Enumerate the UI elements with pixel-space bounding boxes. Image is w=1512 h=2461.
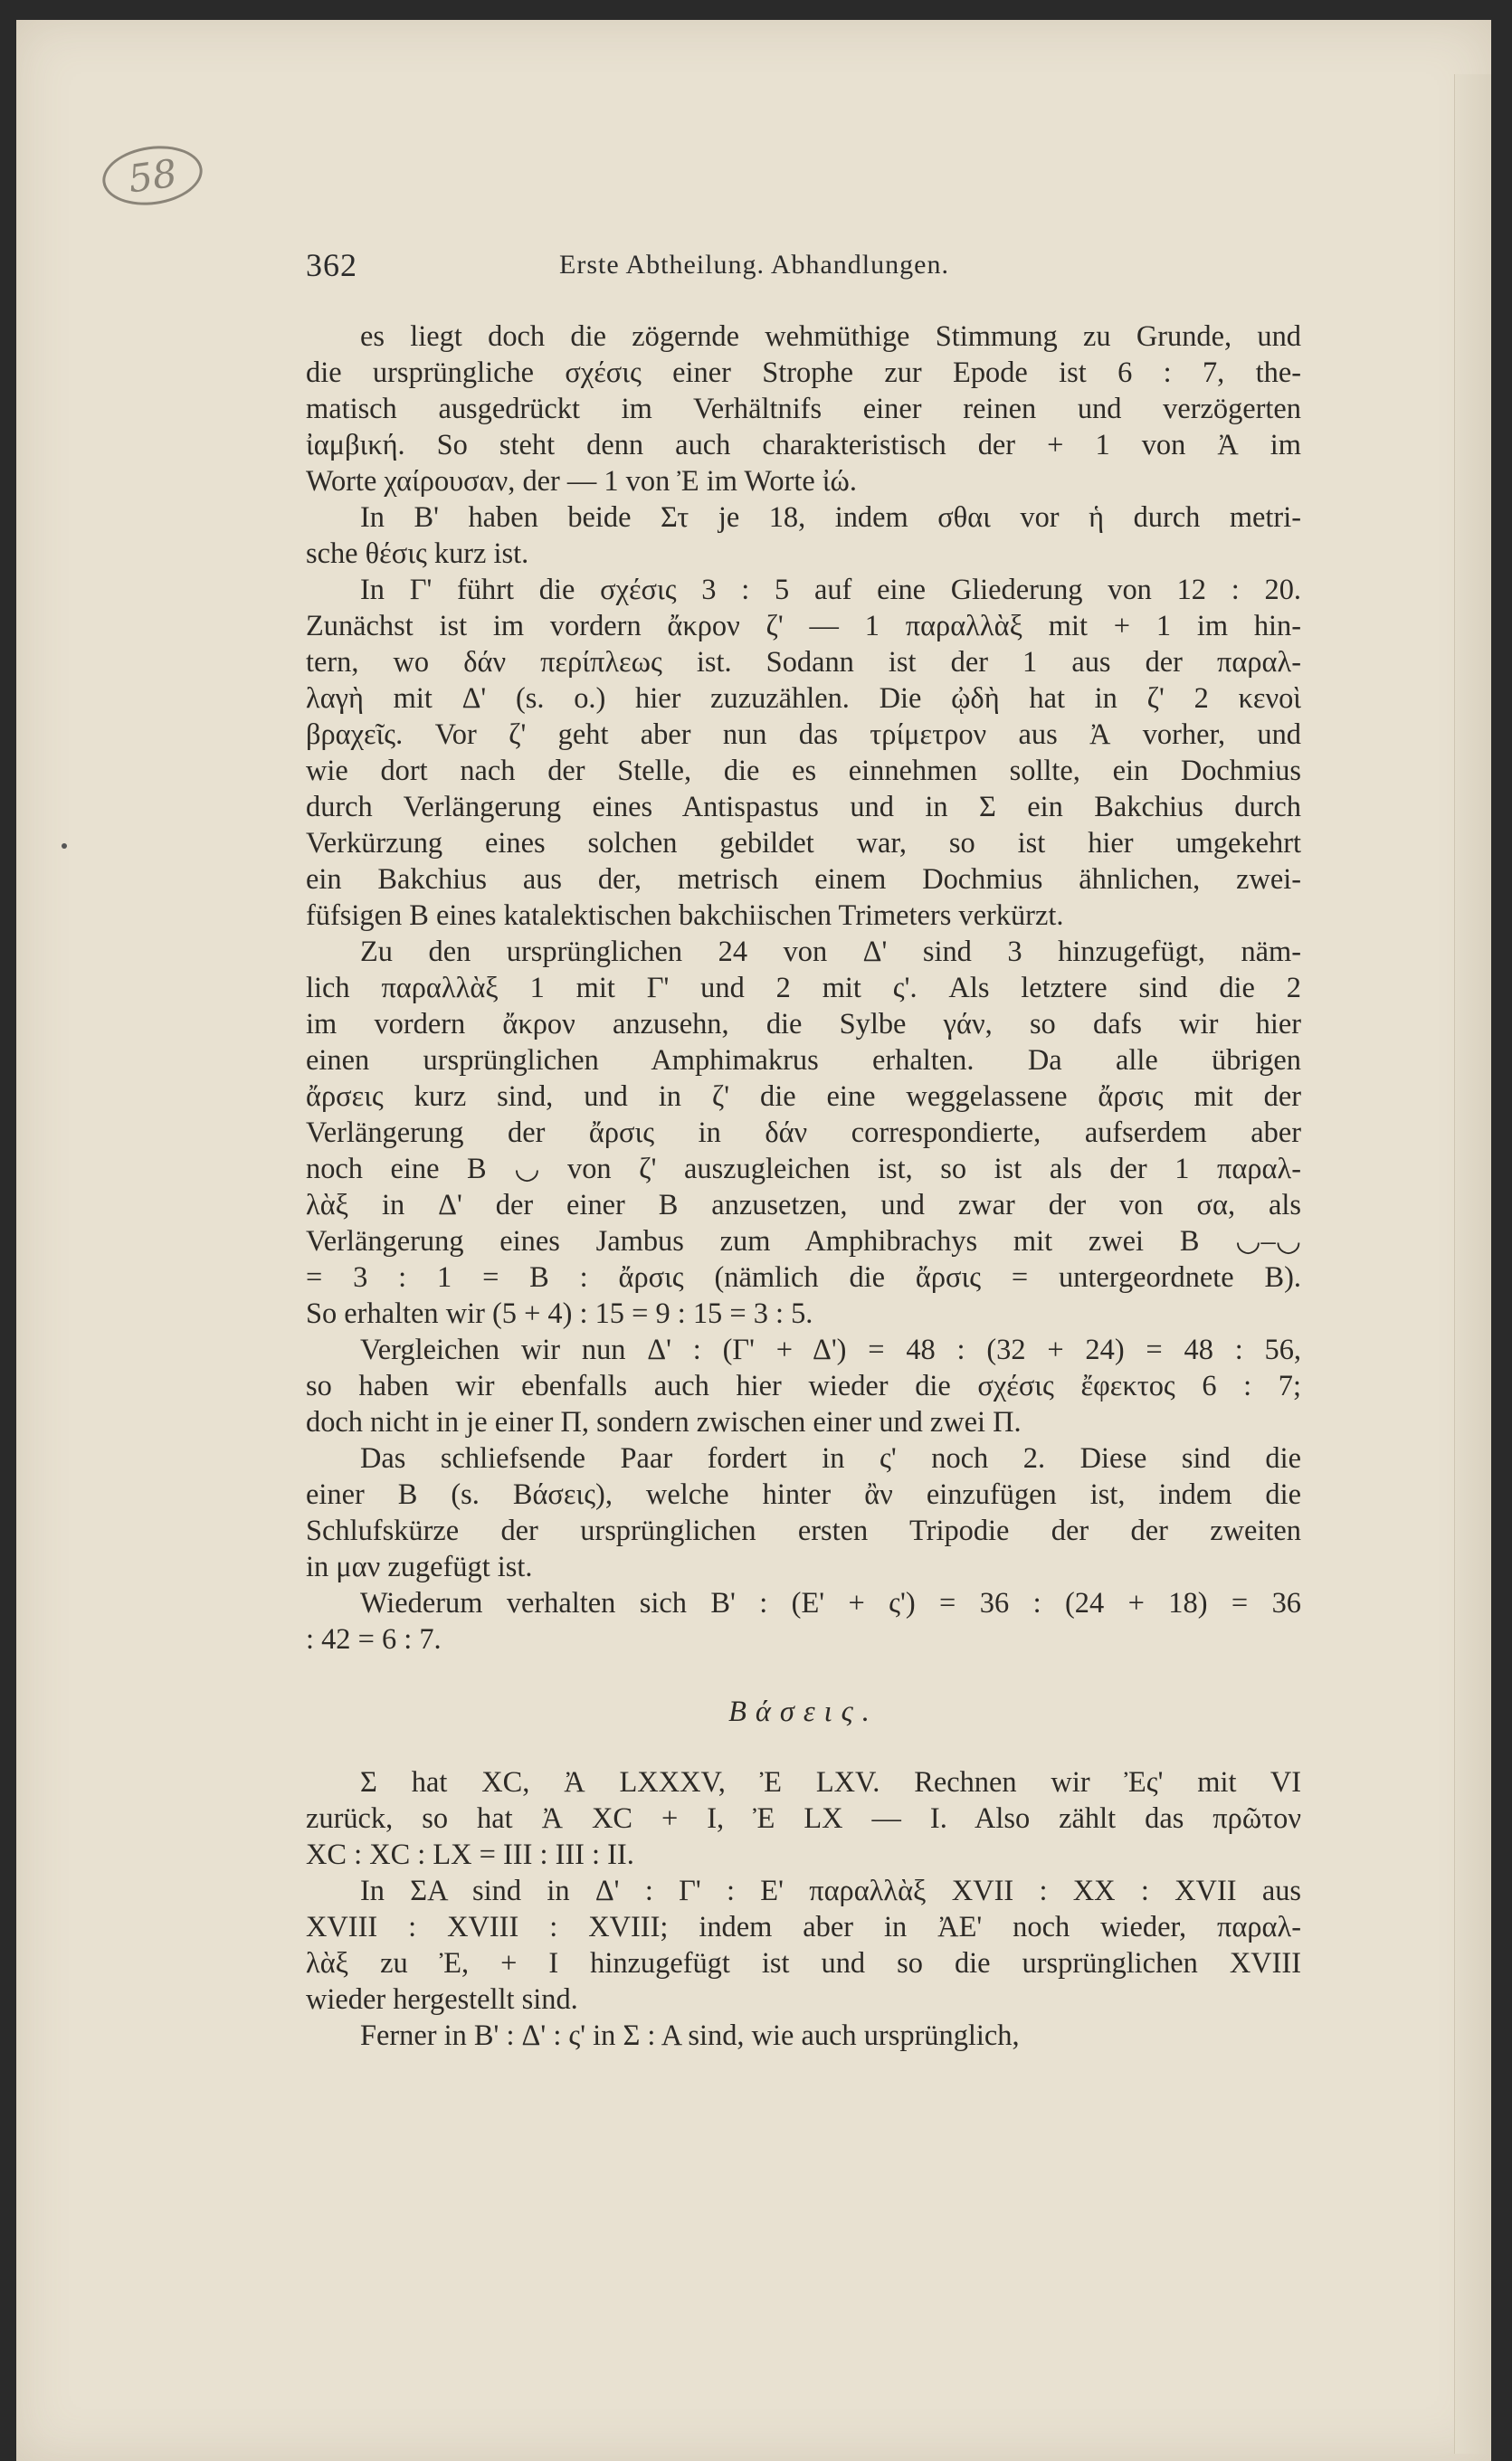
text-line: im vordern ἄκρον anzusehn, die Sylbe γάν, so dafs wir hier [306,1008,1301,1040]
text-line: ἰαμβική. So steht denn auch charakteristisch der + 1 von Ἀ im [306,429,1301,461]
text-line: die ursprüngliche σχέσις einer Strophe zur Epode ist 6 : 7, the- [306,356,1301,389]
paragraph [306,318,1301,499]
text-line: In ΣΑ sind in Δ' : Γ' : E' παραλλὰξ XVII : XX : XVII aus [360,1875,1301,1907]
text-line: zurück, so hat Ἀ XC + I, Ἐ LX — I. Also zählt das πρῶτον [306,1802,1301,1835]
text-line: wie dort nach der Stelle, die es einnehmen sollte, ein Dochmius [306,755,1301,787]
text-line: ein Bakchius aus der, metrisch einem Dochmius ähnlichen, zwei- [306,863,1301,896]
text-line: es liegt doch die zögernde wehmüthige Stimmung zu Grunde, und [360,320,1301,353]
text-line: XVIII : XVIII : XVIII; indem aber in ἈΕ' noch wieder, παραλ- [306,1911,1301,1943]
text-line: durch Verlängerung eines Antispastus und in Σ ein Bakchius durch [306,791,1301,823]
text-line: Das schliefsende Paar fordert in ς' noch 2. Diese sind die [360,1442,1301,1475]
text-line: Wiederum verhalten sich B' : (E' + ς') = 36 : (24 + 18) = 36 [360,1587,1301,1620]
text-line: Worte χαίρουσαν, der — 1 von Ἐ im Worte ἰώ. [306,465,857,498]
text-line: einen ursprünglichen Amphimakrus erhalten. Da alle übrigen [306,1044,1301,1077]
text-line: : 42 = 6 : 7. [306,1623,442,1656]
text-line: Verlängerung der ἄρσις in δάν correspondierte, aufserdem aber [306,1116,1301,1149]
text-line: λὰξ zu Ἐ, + I hinzugefügt ist und so die ursprünglichen XVIII [306,1947,1301,1980]
text-line: tern, wo δάν περίπλεως ist. Sodann ist der 1 aus der παραλ- [306,646,1301,679]
text-line: Schlufskürze der ursprünglichen ersten Tripodie der der zweiten [306,1515,1301,1547]
text-line: In B' haben beide Στ je 18, indem σθαι vor ἡ durch metri- [360,501,1301,534]
text-line: Verlängerung eines Jambus zum Amphibrachys mit zwei B ◡–◡ [306,1225,1301,1258]
paragraph [306,499,1301,572]
section-heading: Βάσεις. [728,1696,879,1728]
page-number: 362 [306,247,357,283]
text-line: so haben wir ebenfalls auch hier wieder die σχέσις ἔφεκτος 6 : 7; [306,1370,1301,1402]
page-header [306,246,1310,282]
paragraphs-after-heading [306,1764,1301,2054]
margin-mark [62,843,67,849]
paragraph [306,1440,1301,1585]
text-line: λαγὴ mit Δ' (s. o.) hier zuzuzählen. Die ᾠδὴ hat in ζ' 2 κενοὶ [306,682,1301,715]
text-line: XC : XC : LX = III : III : II. [306,1839,634,1871]
scanned-page [16,20,1491,2461]
text-line: Zunächst ist im vordern ἄκρον ζ' — 1 παραλλὰξ mit + 1 im hin- [306,610,1301,642]
text-line: Vergleichen wir nun Δ' : (Γ' + Δ') = 48 : (32 + 24) = 48 : 56, [360,1334,1301,1366]
text-line: = 3 : 1 = B : ἄρσις (nämlich die ἄρσις = untergeordnete B). [306,1261,1301,1294]
paragraph [306,572,1301,934]
text-line: Σ hat XC, Ἀ LXXXV, Ἐ LXV. Rechnen wir Ἐς' mit VI [360,1766,1301,1799]
text-line: lich παραλλὰξ 1 mit Γ' und 2 mit ς'. Als letztere sind die 2 [306,972,1301,1004]
paragraph [306,2018,1301,2054]
text-line: λὰξ in Δ' der einer B anzusetzen, und zwar der von σα, als [306,1189,1301,1221]
text-line: ἄρσεις kurz sind, und in ζ' die eine weggelassene ἄρσις mit der [306,1080,1301,1113]
library-stamp: 58 [99,140,206,212]
page-edge [1454,74,1491,2454]
text-line: füfsigen B eines katalektischen bakchiischen Trimeters verkürzt. [306,899,1064,932]
paragraph [306,1585,1301,1658]
paragraph [306,1764,1301,1873]
text-line: doch nicht in je einer Π, sondern zwischen einer und zwei Π. [306,1406,1022,1439]
paragraphs-before-heading [306,318,1301,1658]
text-line: In Γ' führt die σχέσις 3 : 5 auf eine Gliederung von 12 : 20. [360,574,1301,606]
text-line: in μαν zugefügt ist. [306,1551,533,1583]
text-line: noch eine B ◡ von ζ' auszugleichen ist, so ist als der 1 παραλ- [306,1153,1301,1185]
text-line: So erhalten wir (5 + 4) : 15 = 9 : 15 = 3 : 5. [306,1297,813,1330]
body-text [306,318,1301,2054]
paragraph [306,934,1301,1332]
paragraph [306,1873,1301,2018]
text-line: βραχεῖς. Vor ζ' geht aber nun das τρίμετρον aus Ἀ vorher, und [306,718,1301,751]
text-line: matisch ausgedrückt im Verhältnifs einer reinen und verzögerten [306,393,1301,425]
text-line: sche θέσις kurz ist. [306,537,529,570]
text-line: Zu den ursprünglichen 24 von Δ' sind 3 hinzugefügt, näm- [360,936,1301,968]
text-line: Ferner in B' : Δ' : ς' in Σ : Α sind, wie auch ursprünglich, [360,2019,1020,2052]
text-line: wieder hergestellt sind. [306,1983,578,2016]
running-head: Erste Abtheilung. Abhandlungen. [559,250,949,280]
paragraph [306,1332,1301,1440]
text-line: einer B (s. Βάσεις), welche hinter ἂν einzufügen ist, indem die [306,1478,1301,1511]
text-line: Verkürzung eines solchen gebildet war, so ist hier umgekehrt [306,827,1301,860]
